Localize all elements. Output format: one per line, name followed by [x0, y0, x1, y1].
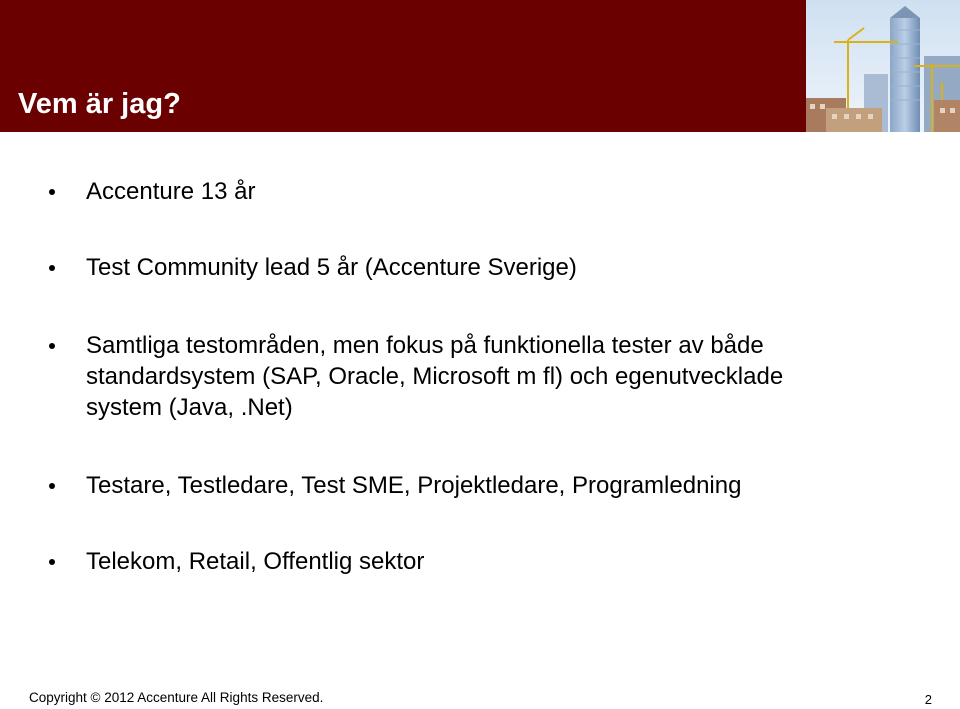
footer-copyright: Copyright © 2012 Accenture All Rights Reserved. [29, 690, 324, 705]
bullet-icon [49, 483, 55, 489]
bullet-item [86, 546, 926, 577]
bullet-text: Accenture 13 år [86, 178, 256, 205]
bullet-item [86, 470, 926, 501]
bullet-icon [49, 189, 55, 195]
header-photo [806, 0, 960, 132]
construction-skyline-icon [806, 0, 960, 132]
bullet-text: Test Community lead 5 år (Accenture Sverige) [86, 254, 577, 281]
bullet-item [86, 252, 926, 283]
bullet-icon [49, 265, 55, 271]
bullet-text: Samtliga testområden, men fokus på funktionella tester av både [86, 332, 764, 359]
bullet-text: Testare, Testledare, Test SME, Projektledare, Programledning [86, 472, 742, 499]
bullet-icon [49, 559, 55, 565]
bullet-item [86, 330, 926, 423]
bullet-text: system (Java, .Net) [86, 394, 293, 421]
slide-title: Vem är jag? [18, 88, 181, 120]
bullet-item [86, 176, 926, 207]
bullet-text: Telekom, Retail, Offentlig sektor [86, 548, 425, 575]
page-number: 2 [924, 692, 932, 707]
bullet-text: standardsystem (SAP, Oracle, Microsoft m fl) och egenutvecklade [86, 363, 784, 390]
bullet-icon [49, 343, 55, 349]
